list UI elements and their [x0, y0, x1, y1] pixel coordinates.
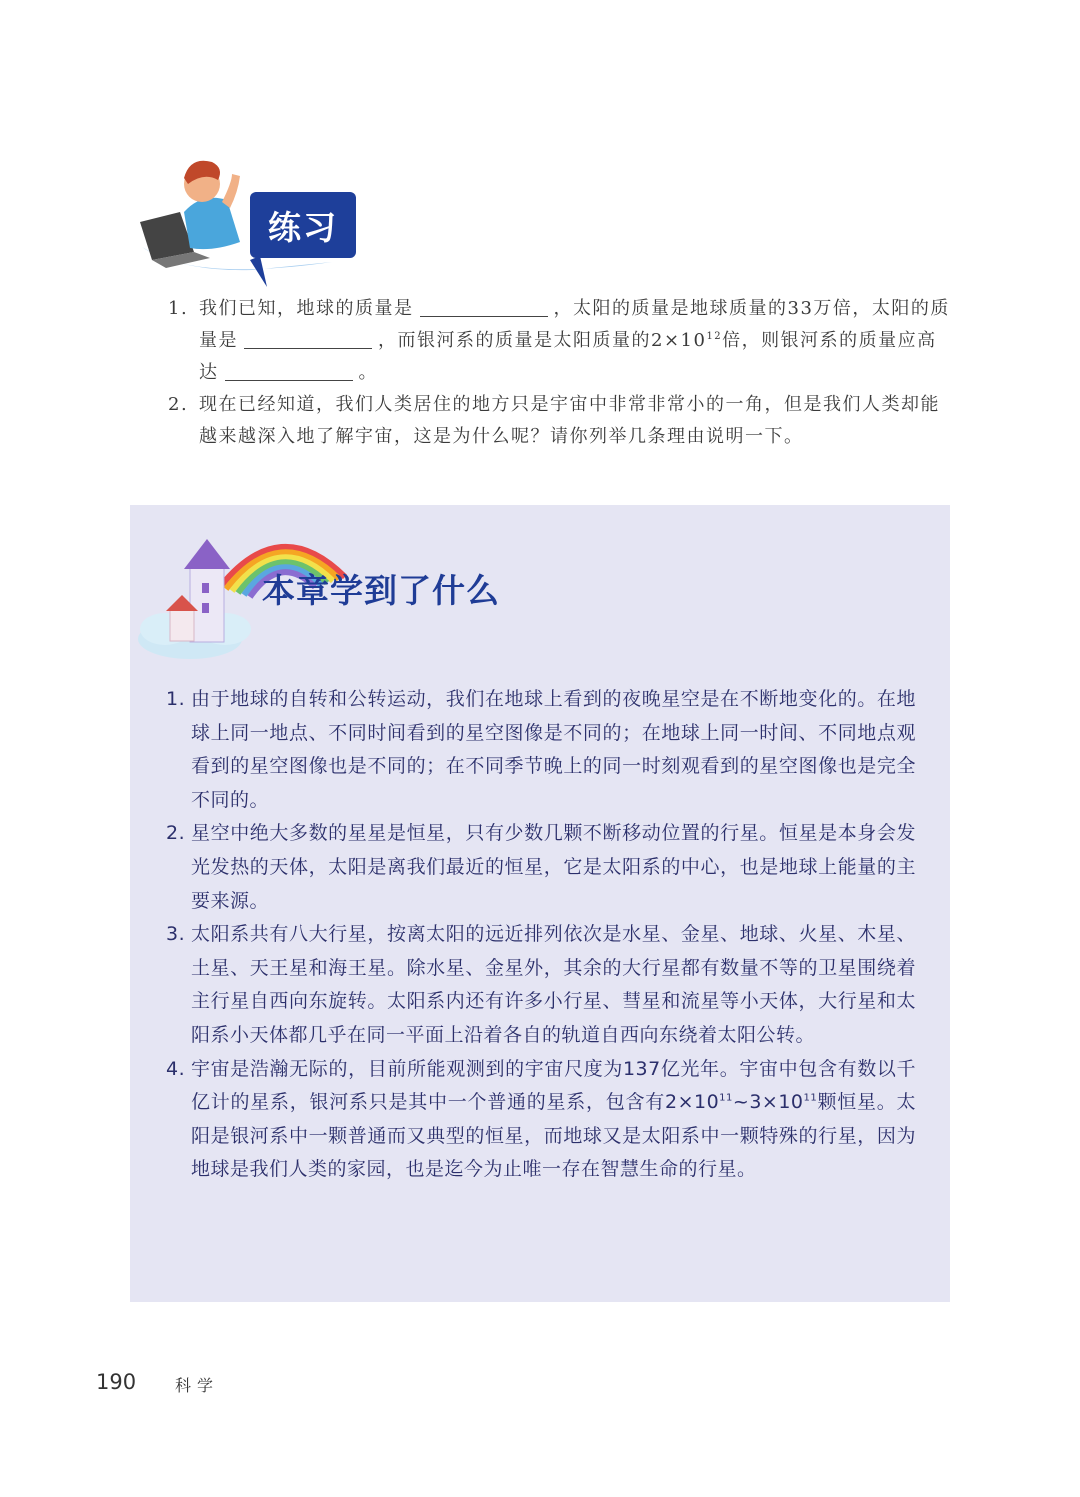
page-number: 190: [96, 1370, 137, 1394]
summary-item-1: [166, 683, 916, 817]
summary-item-3: [166, 918, 916, 1052]
exercise-banner: [250, 192, 356, 258]
item-text: 颗恒星。太阳是银河系中一颗普通而又典型的恒星，而地球又是太阳系中一颗特殊的行星，因为地球是我们人类的家园，也是迄今为止唯一存在智慧生命的行星。: [191, 1091, 916, 1181]
answer-blank-sun-mass: [244, 328, 372, 349]
item-number: 3.: [166, 923, 186, 946]
question-text: 现在已经知道，我们人类居住的地方只是宇宙中非常非常小的一角，但是我们人类却能越来越深入地了解宇宙，这是为什么呢？请你列举几条理由说明一下。: [199, 394, 940, 447]
exercise-list: [168, 293, 953, 453]
question-number: 1.: [168, 298, 189, 319]
item-text: ~3×10: [732, 1091, 804, 1114]
subject-label: 科学: [175, 1376, 220, 1395]
summary-item-2: [166, 817, 916, 918]
exercise-title: 练习: [268, 207, 338, 247]
summary-title: 本章学到了什么: [262, 571, 500, 610]
answer-blank-earth-mass: [420, 296, 548, 317]
summary-item-4: [166, 1053, 916, 1187]
summary-list: [166, 683, 916, 1187]
item-text: 宇宙是浩瀚无际的，目前所能观测到的宇宙尺度为137亿光年。宇宙中包含有数以千亿计的星系，银河系只是其中一个普通的星系，包含有2×10: [191, 1057, 916, 1114]
exercise-question-2: [168, 389, 953, 453]
item-text: 由于地球的自转和公转运动，我们在地球上看到的夜晚星空是在不断地变化的。在地球上同一地点、不同时间看到的星空图像是不同的；在地球上同一时间、不同地点观看到的星空图像也是不同的；在不同季节晚上的同一时刻观看到的星空图像也是完全不同的。: [191, 688, 916, 811]
exercise-question-1: [168, 293, 953, 389]
exponent: 12: [706, 331, 723, 342]
question-text: 我们已知，地球的质量是: [199, 298, 414, 319]
question-text: 。: [358, 362, 378, 383]
exponent: 11: [719, 1092, 733, 1104]
answer-blank-galaxy-mass: [225, 360, 353, 381]
question-text: 倍，则银河系的质量应高达: [199, 330, 937, 383]
item-number: 1.: [166, 688, 186, 710]
item-number: 4.: [166, 1057, 186, 1080]
question-text: ，而银河系的质量是太阳质量的2×10: [378, 330, 707, 351]
item-text: 星空中绝大多数的星星是恒星，只有少数几颗不断移动位置的行星。恒星是本身会发光发热的天体，太阳是离我们最近的恒星，它是太阳系的中心，也是地球上能量的主要来源。: [191, 822, 916, 912]
item-number: 2.: [166, 822, 186, 845]
question-number: 2.: [168, 394, 189, 415]
item-text: 太阳系共有八大行星，按离太阳的远近排列依次是水星、金星、地球、火星、木星、土星、天王星和海王星。除水星、金星外，其余的大行星都有数量不等的卫星围绕着主行星自西向东旋转。太阳系内还有许多小行星、彗星和流星等小天体，大行星和太阳系小天体都几乎在同一平面上沿着各自的轨道自西向东绕着太阳公转。: [191, 923, 916, 1046]
chapter-summary-box: [130, 505, 950, 1302]
question-text: ，太阳的质量是地球质量的33万倍，太阳的质量是: [199, 298, 950, 351]
exponent: 11: [803, 1092, 818, 1104]
